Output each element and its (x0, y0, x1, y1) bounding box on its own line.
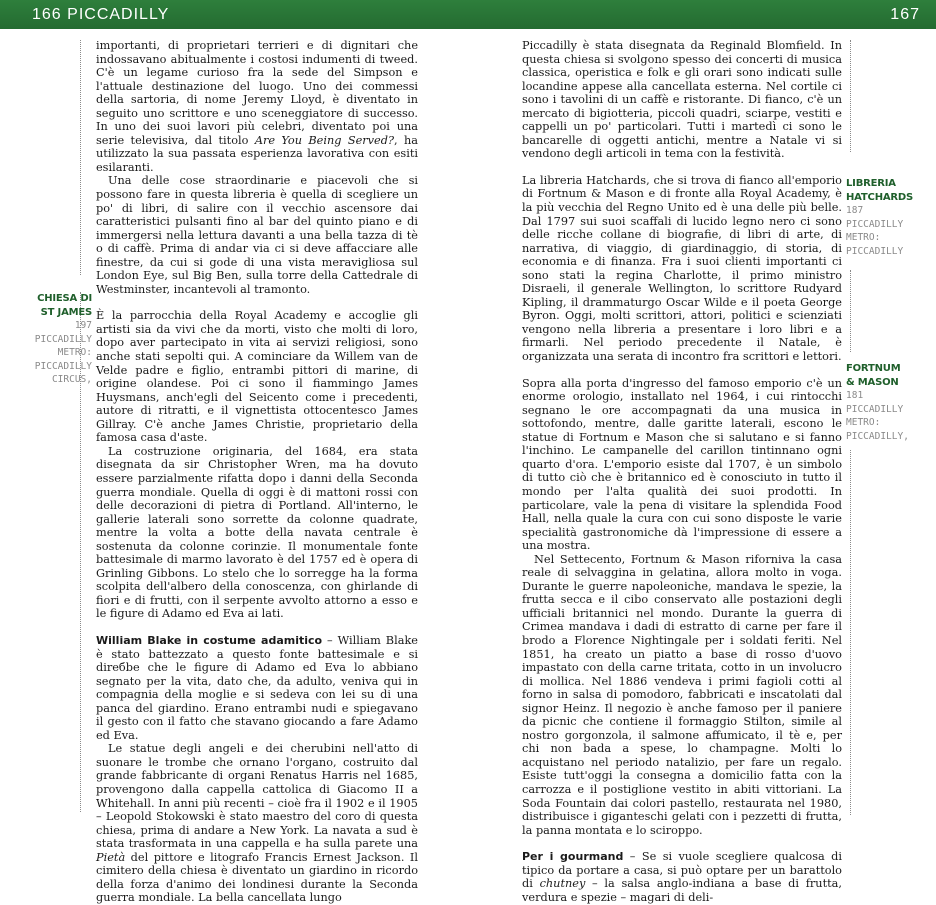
right-text-column (522, 39, 842, 904)
note-street: PICCADILLY (846, 218, 904, 230)
paragraph: Le statue degli angeli e dei cherubini nell'atto di suonare le trombe che ornano l'organo, costruito dal grande fabbricante di organi Renatus Harris nel 1685, provengono dalla cappella cattolica di Giacomo II a Whitehall. In anni più recenti – cioè fra il 1902 e il 1905 – Leopold Stokowski è stato maestro del coro di questa chiesa, prima di andare a New York. La navata a sud è stata trasformata in una cappella e ha sulla parete una Pietà del pittore e litografo Francis Ernest Jackson. Il cimitero della chiesa è diventato un giardino in ricordo della forza d'animo dei londinesi durante la Seconda guerra mondiale. La bella cancellata lungo (96, 742, 418, 905)
note-street: PICCADILLY (846, 403, 904, 415)
left-running-head: 166 PICCADILLY (32, 6, 170, 23)
paragraph-hatchards: La libreria Hatchards, che si trova di fianco all'emporio di Fortnum & Mason e di fronte alla Royal Academy, è la più vecchia del Regno Unito ed è una delle più belle. Dal 1797 sui suoi scaffali di lucido legno nero ci sono delle ricche collane di biografie, di libri di arte, di narrativa, di viaggio, di giardinaggio, di storia, di economia e di finanza. Fra i suoi clienti importanti ci sono stati la regina Charlotte, il primo ministro Disraeli, il generale Wellington, lo scrittore Rudyard Kipling, il drammaturgo Oscar Wilde e il poeta George Byron. Oggi, molti scrittori, attori, politici e scienziati vengono nella libreria a presentare i loro libri e a firmarli. Nel periodo precedente il Natale, è organizzata una serata di incontro fra scrittori e lettori. (522, 173, 842, 364)
note-station: PICCADILLY (846, 245, 904, 257)
right-margin-rule (850, 40, 851, 152)
margin-note-st-james (0, 292, 92, 387)
note-street: PICCADILLY (34, 333, 92, 345)
left-text-column (96, 39, 418, 905)
note-number: 187 (846, 205, 864, 216)
right-margin-rule-2 (850, 270, 851, 352)
note-number: 197 (74, 320, 92, 331)
note-metro: METRO: (57, 347, 92, 358)
note-metro: METRO: (846, 417, 881, 428)
right-page-number: 167 (890, 6, 920, 23)
note-title: LIBRERIA (846, 178, 896, 189)
note-title: ST JAMES (40, 306, 92, 318)
paragraph: Una delle cose straordinarie e piacevoli che si possono fare in questa libreria è quella di scegliere un po' di libri, di salire con il vecchio ascensore dai caratteristici pulsanti fino al bar del quinto piano e di immergersi nella lettura davanti a una bella tazza di tè o di caffè. Prima di andar via ci si deve affacciare alle finestre, da cui si gode di una vista meravigliosa sul London Eye, sul Big Ben, sulla torre della Cattedrale di Westminster, incantevoli al tramonto. (96, 174, 418, 296)
note-station: CIRCUS, (51, 374, 92, 385)
paragraph-gourmand: Per i gourmand – Se si vuole scegliere qualcosa di tipico da portare a casa, si può optare per un barattolo di chutney – la salsa anglo-indiana a base di frutta, verdura e spezie – magari di deli- (522, 850, 843, 904)
note-title: & MASON (846, 376, 899, 388)
paragraph: La costruzione originaria, del 1684, era stata disegnata da sir Christopher Wren, ma ha dovuto essere parzialmente rifatta dopo i danni della Seconda guerra mondiale. Quella di oggi è di mattoni rossi con delle decorazioni di pietra di Portland. All'interno, le gallerie laterali sono sorrette da colonne quadrate, mentre la volta a botte della navata centrale è sostenuta da colonne corinzie. Il monumentale fonte battesimale di marmo lavorato è del 1757 ed è opera di Grinling Gibbons. Lo stelo che lo sorregge ha la forma scolpita dell'albero della conoscenza, con ghirlande di fiori e di frutti, con il serpente avvolto attorno a esso e le figure di Adamo ed Eva ai lati. (96, 444, 418, 621)
note-title: CHIESA DI (37, 293, 92, 304)
paragraph: importanti, di proprietari terrieri e di dignitari che indossavano abitualmente i costosi indumenti di tweed. C'è un legame curioso fra la sede del Simpson e l'attuale destinazione del luogo. Uno dei commessi della sartoria, di nome Jeremy Lloyd, è diventato in seguito uno scrittore e uno sceneggiatore di successo. In uno dei suoi lavori più celebri, diventato poi una serie televisiva, dal titolo Are You Being Served?, ha utilizzato la sua passata esperienza lavorativa con esiti esilaranti. (96, 39, 419, 174)
paragraph-fortnum: Sopra alla porta d'ingresso del famoso emporio c'è un enorme orologio, installato nel 1964, i cui rintocchi segnano le ore accompagnati da una musica in sottofondo, mentre, dalle garitte laterali, escono le statue di Fortnum e Mason che si salutano e si fanno l'inchino. Le campanelle del carillon tintinnano ogni quarto d'ora. L'emporio esiste dal 1707, è un simbolo di tutto ciò che è britannico ed è conosciuto in tutto il mondo per l'alta qualità dei suoi prodotti. In particolare, vale la pena di visitare la splendida Food Hall, nella quale la cura con cui sono disposte le varie specialità gastronomiche dà l'impressione di essere a una mostra. (522, 376, 842, 553)
note-number: 181 (846, 390, 864, 401)
paragraph-william-blake: William Blake in costume adamitico – William Blake è stato battezzato a questo fonte battesimale e si dirебbe che le figure di Adamo ed Eva lo abbiano segnato per la vita, dato che, da adulto, veniva qui in compagnia della moglie e si sedeva con lei su di una panca del giardino. Erano entrambi nudi e spiegavano il gesto con il fatto che stavano giocando a fare Adamo ed Eva. (96, 633, 418, 742)
page-header (0, 0, 936, 29)
right-margin-rule-3 (850, 450, 851, 815)
margin-note-fortnum (846, 362, 936, 443)
note-metro: METRO: (846, 232, 881, 243)
paragraph: Piccadilly è stata disegnata da Reginald Blomfield. In questa chiesa si svolgono spesso dei concerti di musica classica, operistica e folk e gli orari sono indicati sulle locandine appese alla cancellata esterna. Nel cortile ci sono i tavolini di un caffè e ristorante. Di fianco, c'è un mercato di bigiotteria, piccoli quadri, sciarpe, vestiti e cappelli un po' particolari. Tutti i martedì ci sono le bancarelle di oggetti antichi, mentre a Natale vi si vendono degli articoli in tema con la festività. (522, 39, 842, 161)
paragraph-st-james: È la parrocchia della Royal Academy e accoglie gli artisti sia da vivi che da morti, visto che molti di loro, dopo aver partecipato in vita ai servizi religiosi, sono anche stati sepolti qui. A cominciare da Willem van de Velde padre e figlio, entrambi pittori di marine, di origine olandese. Poi ci sono il fiammingo James Huysmans, anch'egli del Seicento come i precedenti, autore di ritratti, e il vignettista ottocentesco James Gillray. C'è anche James Christie, proprietario della famosa casa d'aste. (96, 309, 418, 445)
subheading: William Blake in costume adamitico (96, 633, 323, 647)
left-margin-rule (80, 40, 81, 275)
paragraph: Nel Settecento, Fortnum & Mason riforniva la casa reale di selvaggina in gelatina, allora molto in voga. Durante le guerre napoleoniche, mandava le spezie, la frutta secca e il cibo conservato alle postazioni degli ufficiali britannici nel mondo. Durante la guerra di Crimea mandava i dadi di estratto di carne per fare il brodo a Florence Nightingale per i soldati feriti. Nel 1851, ha creato un piatto a base di rosso d'uovo impastato con della carne tritata, cotto in un involucro di mollica. Nel 1886 vendeva i primi fagioli cotti al forno in salsa di pomodoro, fabbricati e inscatolati dal signor Heinz. Il negozio è anche famoso per il paniere da picnic che contiene il formaggio Stilton, simile al nostro gorgonzola, il salmone affumicato, il tè e, per chi non bada a spese, lo champagne. Molti lo acquistano nel periodo natalizio, per fare un regalo. Esiste tutt'oggi la consegna a domicilio fatta con la carrozza e il postiglione vestito in abiti vittoriani. La Soda Fountain dai colori pastello, restaurata nel 1980, distribuisce i giganteschi gelati con i pezzetti di frutta, la panna montata e lo sciroppo. (522, 552, 842, 837)
subheading: Per i gourmand (522, 850, 624, 864)
margin-note-hatchards (846, 177, 936, 258)
note-title: HATCHARDS (846, 191, 914, 203)
note-station: PICCADILLY, (846, 430, 909, 442)
note-title: FORTNUM (846, 363, 901, 374)
note-station: PICCADILLY (34, 360, 92, 372)
